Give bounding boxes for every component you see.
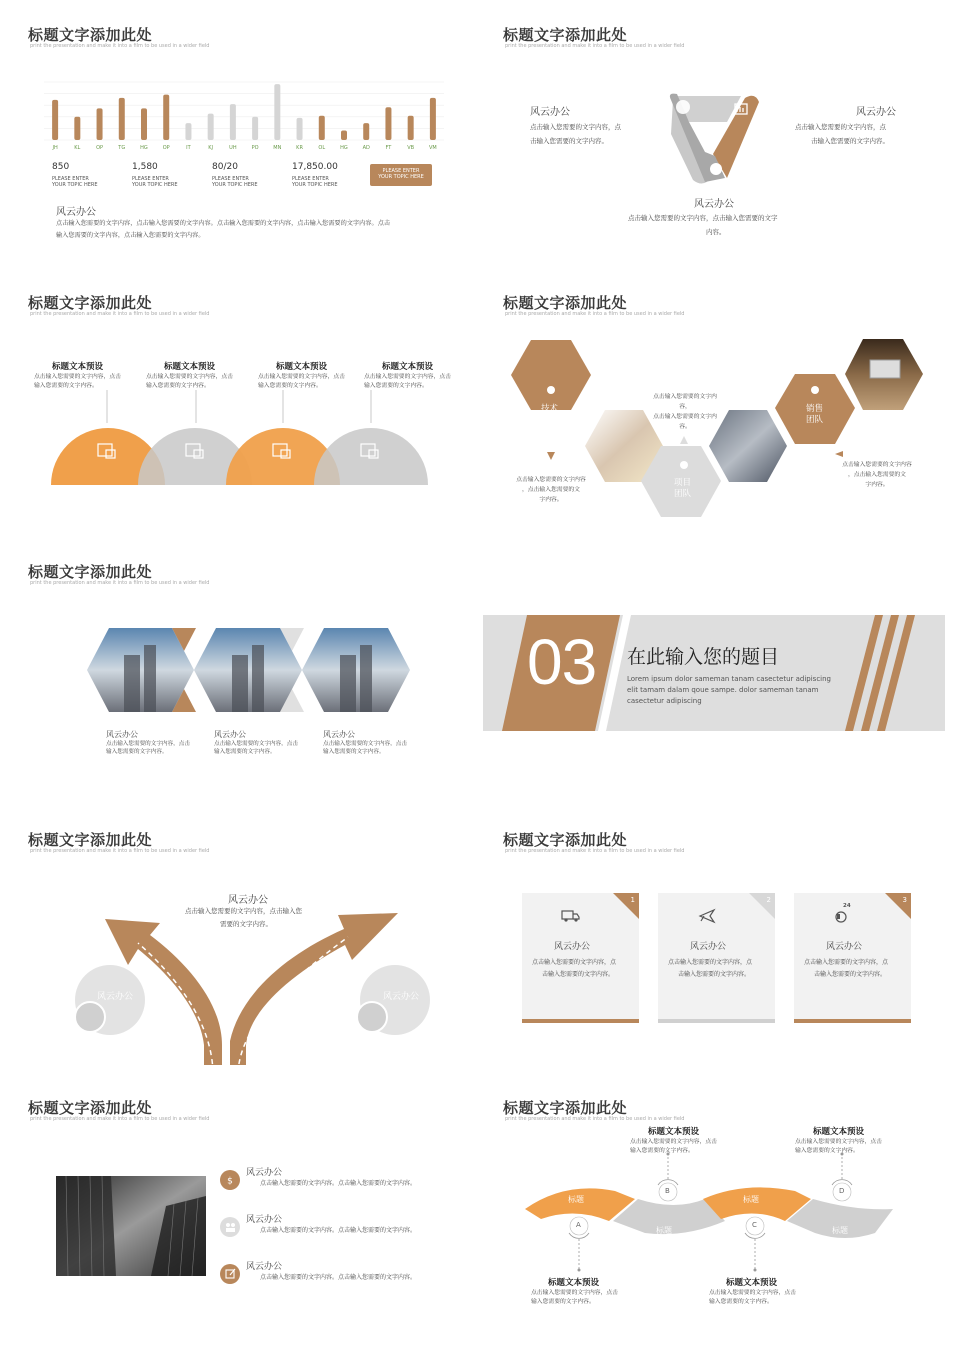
slide-title: 标题文字添加此处 <box>28 1099 153 1117</box>
right-text: 击输入您需要的文字内容。 <box>811 137 889 145</box>
slide-hex-teams <box>475 268 945 528</box>
bar <box>52 100 58 140</box>
slide-title: 标题文字添加此处 <box>503 1099 628 1117</box>
bar <box>74 117 80 140</box>
card-3 <box>794 893 911 1023</box>
slide-hex-photos <box>0 537 470 797</box>
stat-3 <box>212 162 258 188</box>
hex-label-line: 销售 <box>806 404 824 414</box>
card-text: 点击输入您需要的文字内容，点 <box>532 959 617 966</box>
item-text: 输入您需要的文字内容。 <box>258 383 322 389</box>
slide-subtitle: print the presentation and make it into a film to be used in a wider field <box>505 1116 685 1122</box>
body-line: 输入您需要的文字内容，点击输入您需要的文字内容。 <box>56 232 205 239</box>
road-heading: 风云办公 <box>228 895 268 906</box>
hex-label-sales <box>806 404 823 426</box>
card-heading: 风云办公 <box>690 942 727 952</box>
bar <box>430 98 436 140</box>
x-tick-label: UH <box>229 145 237 151</box>
slide-subtitle: print the presentation and make it into a film to be used in a wider field <box>505 311 685 317</box>
slide-title: 标题文字添加此处 <box>28 831 153 849</box>
stat-2 <box>132 162 178 188</box>
stat-value: 17,850.00 <box>292 162 338 172</box>
left-text: 点击输入您需要的文字内容，点 <box>530 123 621 131</box>
building-photo <box>56 1176 206 1276</box>
x-tick-label: KL <box>74 145 81 151</box>
triangle-diagram <box>665 92 785 192</box>
milestone-letter: C <box>752 1221 757 1229</box>
stat-value: 850 <box>52 162 70 172</box>
note-line: 点击输入您需要的文字内 <box>653 414 717 420</box>
milestone-text: 输入您需要的文字内容。 <box>795 1148 859 1154</box>
stat-label: PLEASE ENTER <box>292 176 329 182</box>
left-text: 击输入您需要的文字内容。 <box>530 137 608 145</box>
x-tick-label: OP <box>162 145 170 151</box>
road-text: 点击输入您需要的文字内容，点击输入您 <box>185 907 302 915</box>
x-tick-label: JH <box>52 145 58 151</box>
note-line: ，点击输入您需要的文 <box>522 487 580 493</box>
card-number: 2 <box>766 896 771 904</box>
section-desc: elit tamam dalam qoue sampe. dolor sameman tanam <box>627 686 819 694</box>
semicircle-diagram <box>0 378 470 528</box>
card-2 <box>658 893 775 1023</box>
item-text: 输入您需要的文字内容。 <box>214 749 276 755</box>
item-text: 点击输入您需要的文字内容。点击输入您需要的文字内容。 <box>260 1274 417 1281</box>
bar <box>185 123 191 140</box>
note-line: 点击输入您需要的文字内容 <box>842 462 912 468</box>
bar <box>319 116 325 140</box>
milestone-title: 标题文本预设 <box>548 1278 600 1288</box>
item-text: 输入您需要的文字内容。 <box>146 383 210 389</box>
right-note <box>841 460 913 490</box>
item-heading: 风云办公 <box>214 730 246 739</box>
bar <box>297 118 303 140</box>
people-icon <box>220 1217 240 1237</box>
slide-wave-timeline <box>475 1073 945 1333</box>
card-number: 1 <box>630 896 635 904</box>
x-tick-label: HG <box>340 145 348 151</box>
hex-label-line: 技术 <box>541 404 559 414</box>
stat-value: 1,580 <box>132 162 158 172</box>
card-text: 击输入您需要的文字内容。 <box>814 971 887 978</box>
svg-text:$: $ <box>227 1176 233 1187</box>
stat-label: YOUR TOPIC HERE <box>292 182 338 188</box>
item-text: 点击输入您需要的文字内容，点击 <box>258 374 345 380</box>
milestone-text: 输入您需要的文字内容。 <box>630 1148 694 1154</box>
item-heading: 风云办公 <box>246 1168 283 1178</box>
item-text: 点击输入您需要的文字内容，点击 <box>146 374 233 380</box>
stat-label: YOUR TOPIC HERE <box>52 182 98 188</box>
stat-label: PLEASE ENTER <box>52 176 89 182</box>
slide-subtitle: print the presentation and make it into a film to be used in a wider field <box>505 848 685 854</box>
topic-button[interactable] <box>370 164 432 186</box>
support-24h-label: 24 <box>843 903 851 909</box>
slide-title: 标题文字添加此处 <box>28 26 153 44</box>
note-line: 点击输入您需要的文字内容， <box>653 394 717 410</box>
slide-subtitle: print the presentation and make it into a film to be used in a wider field <box>30 848 210 854</box>
milestone-letter: D <box>839 1187 845 1195</box>
bottom-heading: 风云办公 <box>694 199 734 210</box>
item-text: 点击输入您需要的文字内容，点击 <box>106 741 190 747</box>
bar <box>341 131 347 140</box>
milestone-text: 点击输入您需要的文字内容，点击 <box>531 1290 618 1296</box>
slide-semicircles <box>0 268 470 528</box>
airplane-icon <box>698 907 716 925</box>
x-tick-label: PO <box>251 145 259 151</box>
milestone-title: 标题文本预设 <box>726 1278 778 1288</box>
item-text: 输入您需要的文字内容。 <box>34 383 98 389</box>
slide-subtitle: print the presentation and make it into a film to be used in a wider field <box>30 311 210 317</box>
x-tick-label: KJ <box>208 145 214 151</box>
slide-title: 标题文字添加此处 <box>503 26 628 44</box>
slide-bar-chart <box>0 0 470 260</box>
card-heading: 风云办公 <box>826 942 863 952</box>
hex-label-project <box>674 478 691 500</box>
card-text: 击输入您需要的文字内容。 <box>678 971 751 978</box>
milestone-letter: A <box>576 1221 581 1229</box>
x-tick-label: OL <box>318 145 326 151</box>
item-text: 点击输入您需要的文字内容。点击输入您需要的文字内容。 <box>260 1180 417 1187</box>
x-tick-label: FT <box>385 145 392 151</box>
x-tick-label: OP <box>96 145 104 151</box>
x-tick-label: MN <box>273 145 282 151</box>
bar-chart <box>44 80 444 160</box>
bar <box>97 108 103 140</box>
forked-road-arrows <box>0 805 470 1065</box>
item-title: 标题文本预设 <box>164 362 216 372</box>
card-text: 击输入您需要的文字内容。 <box>542 971 615 978</box>
money-bag-icon <box>220 1170 240 1190</box>
bar <box>230 104 236 140</box>
edit-icon <box>220 1264 240 1284</box>
card-text: 点击输入您需要的文字内容，点 <box>668 959 753 966</box>
left-note <box>515 475 587 505</box>
slide-subtitle: print the presentation and make it into a film to be used in a wider field <box>30 580 210 586</box>
card-number: 3 <box>902 896 907 904</box>
x-tick-label: TG <box>118 145 126 151</box>
note-line: 容。 <box>679 424 691 430</box>
note-line: 字内容。 <box>539 497 563 503</box>
x-tick-label: HG <box>140 145 148 151</box>
item-text: 点击输入您需要的文字内容。点击输入您需要的文字内容。 <box>260 1227 417 1234</box>
stat-value: 80/20 <box>212 162 238 172</box>
wave-label: 标题 <box>656 1226 672 1235</box>
item-title: 标题文本预设 <box>382 362 434 372</box>
item-text: 点击输入您需要的文字内容，点击 <box>214 741 298 747</box>
stat-label: YOUR TOPIC HERE <box>132 182 178 188</box>
x-tick-label: VM <box>429 145 437 151</box>
section-title: 在此输入您的题目 <box>627 646 780 668</box>
stat-4 <box>292 162 338 188</box>
milestone-text: 输入您需要的文字内容。 <box>709 1299 773 1305</box>
bottom-text: 点击输入您需要的文字内容，点击输入您需要的文字 <box>628 214 778 222</box>
bar <box>274 84 280 140</box>
slide-title: 标题文字添加此处 <box>28 563 153 581</box>
bottom-text: 内容。 <box>706 228 726 236</box>
bar <box>408 116 414 140</box>
milestone-text: 点击输入您需要的文字内容，点击 <box>630 1139 717 1145</box>
slide-cards <box>475 805 945 1065</box>
wave-label: 标题 <box>743 1195 759 1204</box>
milestone-title: 标题文本预设 <box>648 1127 700 1137</box>
stat-label: PLEASE ENTER <box>212 176 249 182</box>
topic-button-line2: YOUR TOPIC HERE <box>378 174 424 180</box>
right-text: 点击输入您需要的文字内容，点 <box>795 123 886 131</box>
item-heading: 风云办公 <box>106 730 138 739</box>
section-desc: Lorem ipsum dolor sameman tanam casectetur adipiscing <box>627 675 832 683</box>
section-heading: 风云办公 <box>56 207 96 218</box>
left-circle-label: 风云办公 <box>97 992 134 1002</box>
hex-label-line: 项目 <box>674 478 692 488</box>
bar <box>252 117 258 140</box>
x-tick-label: VB <box>407 145 415 151</box>
item-title: 标题文本预设 <box>52 362 104 372</box>
item-heading: 风云办公 <box>246 1215 283 1225</box>
milestone-title: 标题文本预设 <box>813 1127 865 1137</box>
hex-label-tech <box>541 404 558 426</box>
item-title: 标题文本预设 <box>276 362 328 372</box>
bar <box>385 107 391 140</box>
card-text: 点击输入您需要的文字内容，点 <box>804 959 889 966</box>
wave-label: 标题 <box>832 1226 848 1235</box>
item-text: 输入您需要的文字内容。 <box>106 749 168 755</box>
slide-forked-road <box>0 805 470 1065</box>
hex-photo-strip <box>84 625 414 725</box>
bar <box>363 123 369 140</box>
milestone-letter: B <box>665 1187 670 1195</box>
item-text: 点击输入您需要的文字内容，点击 <box>34 374 121 380</box>
item-text: 输入您需要的文字内容。 <box>364 383 428 389</box>
truck-icon <box>562 909 580 923</box>
x-tick-label: AD <box>362 145 370 151</box>
topic-button-line1: PLEASE ENTER <box>382 168 420 174</box>
bar <box>208 114 214 140</box>
hex-label-line: 团队 <box>541 415 559 425</box>
milestone-text: 点击输入您需要的文字内容，点击 <box>709 1290 796 1296</box>
item-text: 输入您需要的文字内容。 <box>323 749 385 755</box>
bar <box>141 108 147 140</box>
body-line: 点击输入您需要的文字内容，点击输入您需要的文字内容。点击输入您需要的文字内容，点击输入您需要的文字内容。点击 <box>56 220 391 227</box>
bar <box>163 95 169 140</box>
road-text: 需要的文字内容。 <box>220 920 272 928</box>
slide-subtitle: print the presentation and make it into a film to be used in a wider field <box>30 1116 210 1122</box>
hex-label-line: 团队 <box>806 415 824 425</box>
slide-title: 标题文字添加此处 <box>503 831 628 849</box>
slide-title: 标题文字添加此处 <box>28 294 153 312</box>
note-line: 点击输入您需要的文字内容 <box>516 477 586 483</box>
left-heading: 风云办公 <box>530 107 570 118</box>
card-heading: 风云办公 <box>554 942 591 952</box>
x-tick-label: IT <box>186 145 191 151</box>
stat-label: PLEASE ENTER <box>132 176 169 182</box>
milestone-text: 点击输入您需要的文字内容，点击 <box>795 1139 882 1145</box>
section-desc: casectetur adipiscing <box>627 697 702 705</box>
slide-photo-list <box>0 1073 470 1333</box>
stat-label: YOUR TOPIC HERE <box>212 182 258 188</box>
top-note <box>649 392 721 432</box>
item-text: 点击输入您需要的文字内容，点击 <box>323 741 407 747</box>
card-1 <box>522 893 639 1023</box>
hex-label-line: 团队 <box>674 489 692 499</box>
slide-triangle-cycle <box>475 0 945 260</box>
section-number: 03 <box>527 626 597 698</box>
item-text: 点击输入您需要的文字内容，点击 <box>364 374 451 380</box>
item-heading: 风云办公 <box>323 730 355 739</box>
milestone-text: 输入您需要的文字内容。 <box>531 1299 595 1305</box>
bar <box>119 98 125 140</box>
right-heading: 风云办公 <box>856 107 896 118</box>
wave-label: 标题 <box>568 1195 584 1204</box>
right-circle-label: 风云办公 <box>383 992 420 1002</box>
x-tick-label: KR <box>296 145 303 151</box>
slide-subtitle: print the presentation and make it into a film to be used in a wider field <box>30 43 210 49</box>
note-line: 字内容。 <box>865 482 889 488</box>
stat-1 <box>52 162 98 188</box>
slide-subtitle: print the presentation and make it into a film to be used in a wider field <box>505 43 685 49</box>
slide-section-03 <box>475 537 945 797</box>
item-heading: 风云办公 <box>246 1262 283 1272</box>
slide-title: 标题文字添加此处 <box>503 294 628 312</box>
note-line: ，点击输入您需要的文 <box>848 472 906 478</box>
